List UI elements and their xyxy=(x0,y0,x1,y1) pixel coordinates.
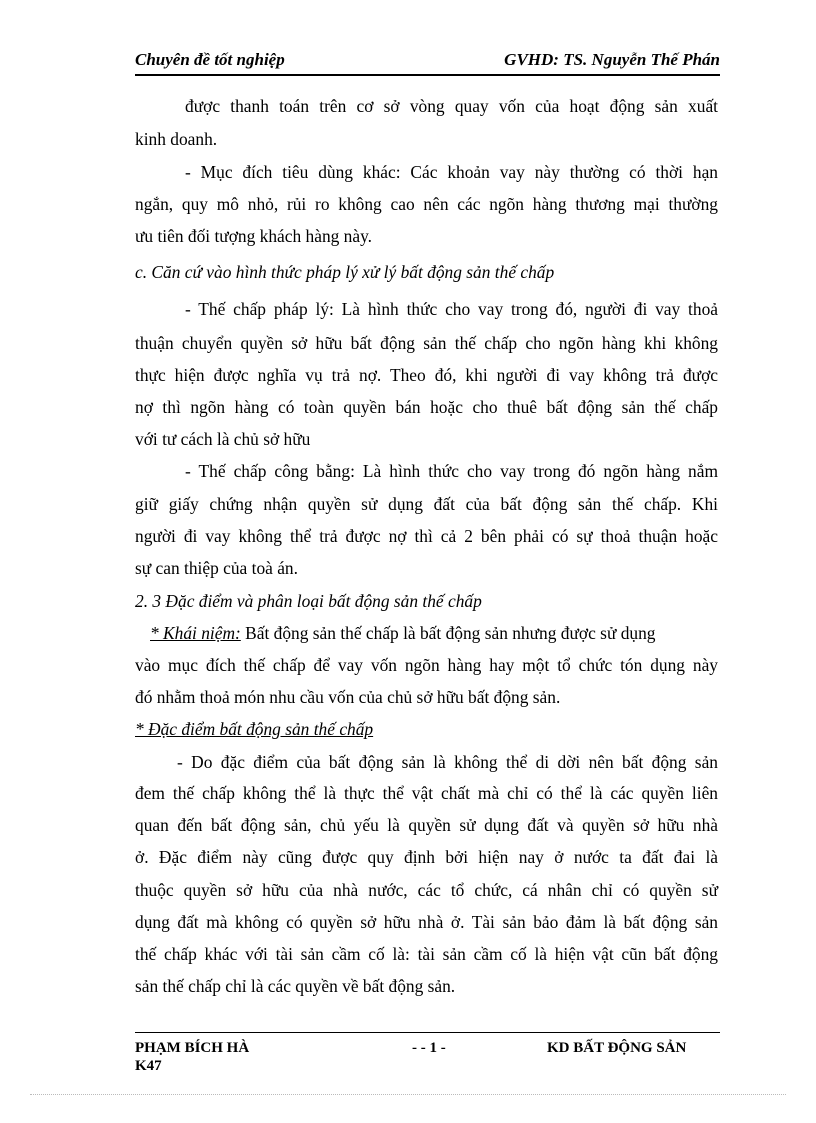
text-line: kinh doanh. xyxy=(135,129,218,149)
text-line: nợ thì ngõn hàng có toàn quyền bán hoặc cho thuê bất động sản thế chấp xyxy=(135,397,718,417)
text-line: quan đến bất động sản, chủ yếu là quyền sử dụng đất và quyền sở hữu nhà xyxy=(135,815,718,835)
text-line: thực hiện được nghĩa vụ trả nợ. Theo đó, khi người đi vay không trả được xyxy=(135,365,718,385)
concept-label: * Khái niệm: xyxy=(150,623,241,643)
text-line: ngắn, quy mô nhỏ, rủi ro không cao nên các ngõn hàng thương mại thường xyxy=(135,194,718,214)
page-header xyxy=(135,48,720,76)
text-line: thuận chuyển quyền sở hữu bất động sản thế chấp cho ngõn hàng khi không xyxy=(135,333,718,353)
page-number: - - 1 - xyxy=(412,1040,446,1056)
feature-heading: * Đặc điểm bất động sản thế chấp xyxy=(135,719,374,739)
text-line: - Do đặc điểm của bất động sản là không thể di dời nên bất động sản xyxy=(177,752,718,772)
text-line: dụng đất mà không có quyền sở hữu nhà ở. Tài sản bảo đảm là bất động sản xyxy=(135,912,718,932)
concept-text: Bất động sản thế chấp là bất động sản nhưng được sử dụng xyxy=(240,623,656,643)
text-line: thế chấp khác với tài sản cầm cố là: tài sản cầm cố là hiện vật cũn bất động xyxy=(135,944,718,964)
header-supervisor: GVHD: TS. Nguyễn Thế Phán xyxy=(504,50,720,69)
text-line: được thanh toán trên cơ sở vòng quay vốn của hoạt động sản xuất xyxy=(185,96,718,116)
page-edge-divider xyxy=(30,1094,786,1095)
text-line: đó nhằm thoả món nhu cầu vốn của chủ sở hữu bất động sản. xyxy=(135,687,561,707)
section-heading-2-3: 2. 3 Đặc điểm và phân loại bất động sản thế chấp xyxy=(135,591,482,611)
text-line: - Thế chấp pháp lý: Là hình thức cho vay trong đó, người đi vay thoả xyxy=(185,299,718,319)
text-line: sự can thiệp của toà án. xyxy=(135,558,298,578)
text-line: ưu tiên đối tượng khách hàng này. xyxy=(135,226,373,246)
text-line: thuộc quyền sở hữu của nhà nước, các tổ chức, cá nhân chỉ có quyền sử xyxy=(135,880,718,900)
text-line: ở. Đặc điểm này cũng được quy định bởi hiện nay ở nước ta đất đai là xyxy=(135,847,718,867)
text-line xyxy=(150,623,718,643)
text-line: đem thế chấp không thể là thực thể vật chất mà chỉ có thể là các quyền liên xyxy=(135,783,718,803)
text-line: với tư cách là chủ sở hữu xyxy=(135,429,311,449)
text-line: giữ giấy chứng nhận quyền sử dụng đất của bất động sản thế chấp. Khi xyxy=(135,494,718,514)
footer-course: KD BẤT ĐỘNG SẢN xyxy=(547,1040,687,1056)
section-heading-c: c. Căn cứ vào hình thức pháp lý xử lý bất động sản thế chấp xyxy=(135,262,555,282)
text-line: người đi vay không thể trả được nợ thì cả 2 bên phải có sự thoả thuận hoặc xyxy=(135,526,718,546)
text-line: - Mục đích tiêu dùng khác: Các khoản vay này thường có thời hạn xyxy=(185,162,718,182)
text-line: vào mục đích thế chấp để vay vốn ngõn hàng hay một tổ chức tón dụng này xyxy=(135,655,718,675)
footer-class: K47 xyxy=(135,1058,162,1074)
footer-author: PHẠM BÍCH HÀ xyxy=(135,1040,250,1056)
text-line: - Thế chấp công bằng: Là hình thức cho vay trong đó ngõn hàng nắm xyxy=(185,461,718,481)
footer-divider xyxy=(135,1032,720,1033)
text-line: sản thế chấp chỉ là các quyền về bất động sản. xyxy=(135,976,456,996)
header-title: Chuyên đề tốt nghiệp xyxy=(135,50,285,69)
